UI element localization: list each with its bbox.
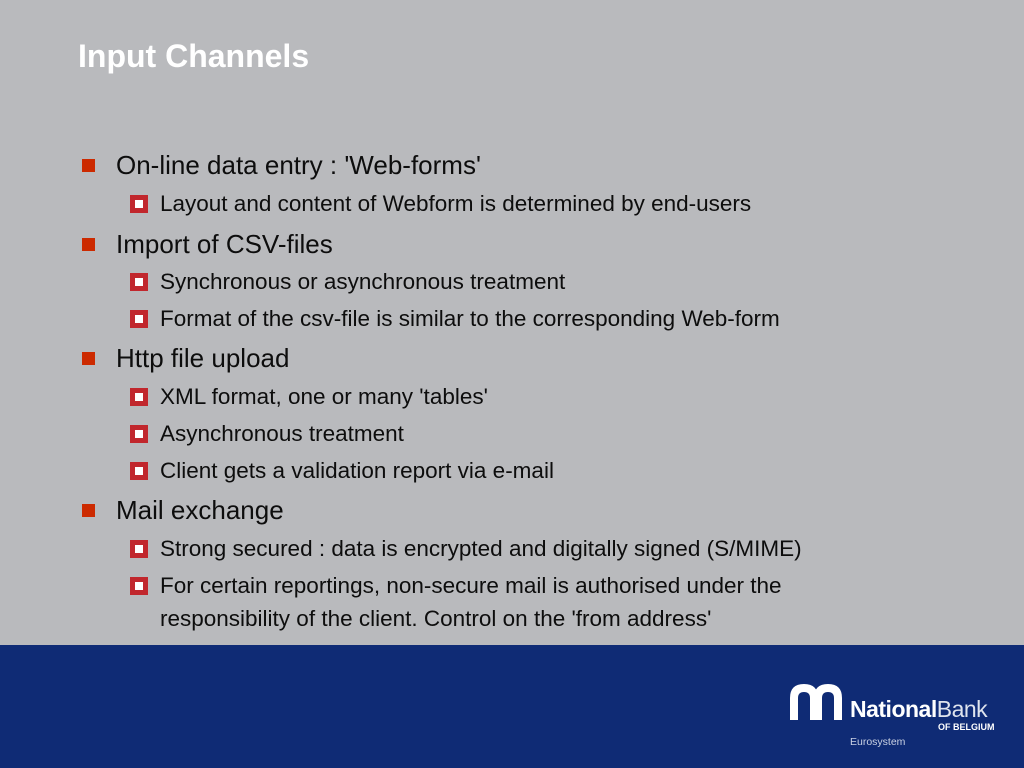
square-bullet-icon xyxy=(82,159,95,172)
slide-title: Input Channels xyxy=(78,38,310,74)
square-bullet-icon xyxy=(82,504,95,517)
boxed-square-bullet-icon xyxy=(130,577,148,595)
boxed-square-bullet-icon xyxy=(130,388,148,406)
nbb-logo xyxy=(788,678,998,758)
square-bullet-icon xyxy=(82,352,95,365)
boxed-square-bullet-icon xyxy=(130,273,148,291)
boxed-square-bullet-icon xyxy=(130,462,148,480)
logo-subtitle: OF BELGIUM xyxy=(938,722,995,732)
boxed-square-bullet-icon xyxy=(130,540,148,558)
slide-content: Input Channels On-line data entry : 'Web-forms' Layout and content of Webform is determined by end-users Import of CSV-files Synchronous or asynchronous treatment Format of the csv-file is similar to the corresponding Web-form Http file upload XML format, one or many 'tables' Asynchronous treatment Client gets a validation report via e-mail Mail exchange Strong secured : data is encrypted and digitally signed (S/MIME) For certain reportings, non-secure mail is authorised under the responsibility of the client. Control on the 'from address' xyxy=(0,0,1024,645)
boxed-square-bullet-icon xyxy=(130,310,148,328)
boxed-square-bullet-icon xyxy=(130,425,148,443)
nbb-logo-arches-icon xyxy=(788,680,844,724)
square-bullet-icon xyxy=(82,238,95,251)
boxed-square-bullet-icon xyxy=(130,195,148,213)
logo-name: NationalBank xyxy=(850,696,988,722)
logo-tagline: Eurosystem xyxy=(850,736,906,748)
